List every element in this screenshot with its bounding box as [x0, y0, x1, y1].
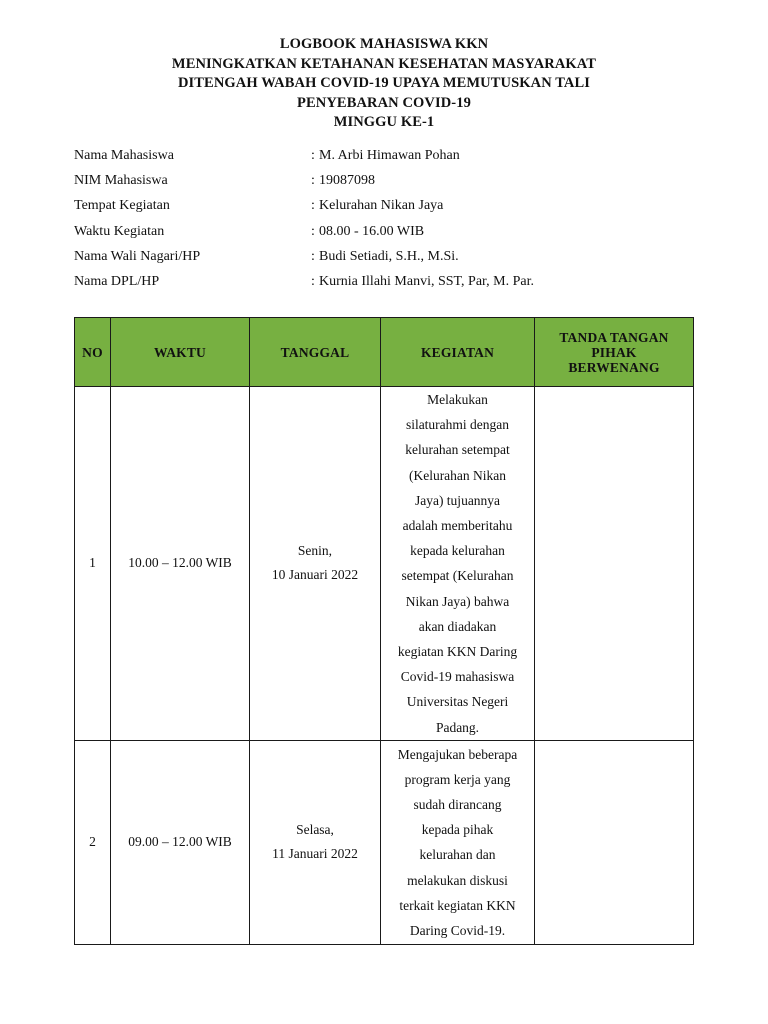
info-value: Kurnia Illahi Manvi, SST, Par, M. Par. — [319, 273, 534, 289]
kegiatan-line: adalah memberitahu — [402, 518, 513, 534]
info-value: 19087098 — [319, 173, 375, 189]
kegiatan-line: kelurahan dan — [419, 847, 496, 863]
kegiatan-line: terkait kegiatan KKN — [399, 897, 516, 913]
info-label: Nama Wali Nagari/HP — [74, 248, 201, 264]
table-header-row — [75, 318, 694, 387]
kegiatan-line: kelurahan setempat — [405, 442, 510, 458]
kegiatan-line: Universitas Negeri — [406, 694, 509, 710]
info-value: M. Arbi Himawan Pohan — [319, 148, 460, 163]
logbook-table — [74, 317, 694, 945]
info-separator: : — [311, 198, 315, 214]
kegiatan-line: kegiatan KKN Daring — [397, 644, 518, 660]
cell-kegiatan — [381, 740, 535, 944]
kegiatan-line: (Kelurahan Nikan — [408, 467, 507, 483]
kegiatan-line: Jaya) tujuannya — [414, 492, 501, 508]
info-separator: : — [311, 173, 315, 189]
info-label: Waktu Kegiatan — [74, 223, 165, 239]
document-title — [0, 35, 768, 133]
info-label: Nama Mahasiswa — [74, 148, 174, 163]
info-label: Tempat Kegiatan — [74, 198, 170, 214]
info-value: 08.00 - 16.00 WIB — [319, 223, 425, 239]
kegiatan-line: Daring Covid-19. — [409, 922, 506, 938]
kegiatan-line: Covid-19 mahasiswa — [400, 669, 515, 685]
info-row-nim — [74, 171, 694, 196]
kegiatan-line: silaturahmi dengan — [405, 417, 510, 433]
column-header-waktu: WAKTU — [111, 318, 250, 387]
cell-no: 1 — [75, 387, 111, 741]
column-header-tanggal: TANGGAL — [250, 318, 381, 387]
column-header-tanda-tangan: TANDA TANGAN PIHAK BERWENANG — [535, 318, 694, 387]
info-row-nama-mahasiswa — [74, 146, 694, 171]
title-line: PENYEBARAN COVID-19 — [297, 94, 471, 111]
kegiatan-line: Mengajukan beberapa — [397, 746, 518, 762]
kegiatan-line: sudah dirancang — [413, 796, 502, 812]
cell-tanggal — [250, 740, 381, 944]
kegiatan-line: Nikan Jaya) bahwa — [405, 593, 510, 609]
cell-tanda-tangan — [535, 387, 694, 741]
cell-waktu: 10.00 – 12.00 WIB — [111, 387, 250, 741]
info-value: Budi Setiadi, S.H., M.Si. — [319, 248, 459, 264]
tanggal-date: 10 Januari 2022 — [271, 567, 359, 583]
table-row — [75, 740, 694, 944]
title-line: MENINGKATKAN KETAHANAN KESEHATAN MASYARAKAT — [171, 55, 597, 72]
info-separator: : — [311, 248, 315, 264]
column-header-no: NO — [75, 318, 111, 387]
info-separator: : — [311, 223, 315, 239]
cell-kegiatan — [381, 387, 535, 741]
title-line: DITENGAH WABAH COVID-19 UPAYA MEMUTUSKAN TALI — [177, 75, 591, 91]
cell-no: 2 — [75, 740, 111, 944]
title-line: LOGBOOK MAHASISWA KKN — [279, 36, 489, 52]
info-separator: : — [311, 273, 315, 289]
info-row-wali-nagari — [74, 247, 694, 272]
info-value: Kelurahan Nikan Jaya — [319, 198, 444, 214]
info-label: Nama DPL/HP — [74, 273, 160, 289]
info-label: NIM Mahasiswa — [74, 173, 168, 189]
kegiatan-line: akan diadakan — [418, 618, 497, 634]
tanggal-day: Selasa, — [296, 822, 334, 838]
kegiatan-line: melakukan diskusi — [407, 872, 508, 888]
kegiatan-line: kepada pihak — [421, 822, 494, 838]
info-separator: : — [311, 148, 315, 163]
week-label: MINGGU KE-1 — [333, 114, 435, 130]
kegiatan-line: Melakukan — [427, 392, 488, 407]
cell-waktu: 09.00 – 12.00 WIB — [111, 740, 250, 944]
info-row-tempat-kegiatan — [74, 196, 694, 221]
student-info — [74, 146, 694, 297]
kegiatan-line: Padang. — [435, 719, 480, 735]
cell-tanda-tangan — [535, 740, 694, 944]
table-row — [75, 387, 694, 741]
cell-tanggal — [250, 387, 381, 741]
tanggal-day: Senin, — [297, 543, 333, 559]
info-row-dpl — [74, 272, 694, 297]
tanggal-date: 11 Januari 2022 — [272, 846, 358, 862]
kegiatan-line: setempat (Kelurahan — [401, 568, 514, 584]
kegiatan-line: kepada kelurahan — [410, 543, 505, 559]
info-row-waktu-kegiatan — [74, 222, 694, 247]
column-header-kegiatan: KEGIATAN — [381, 318, 535, 387]
kegiatan-line: program kerja yang — [404, 771, 511, 787]
